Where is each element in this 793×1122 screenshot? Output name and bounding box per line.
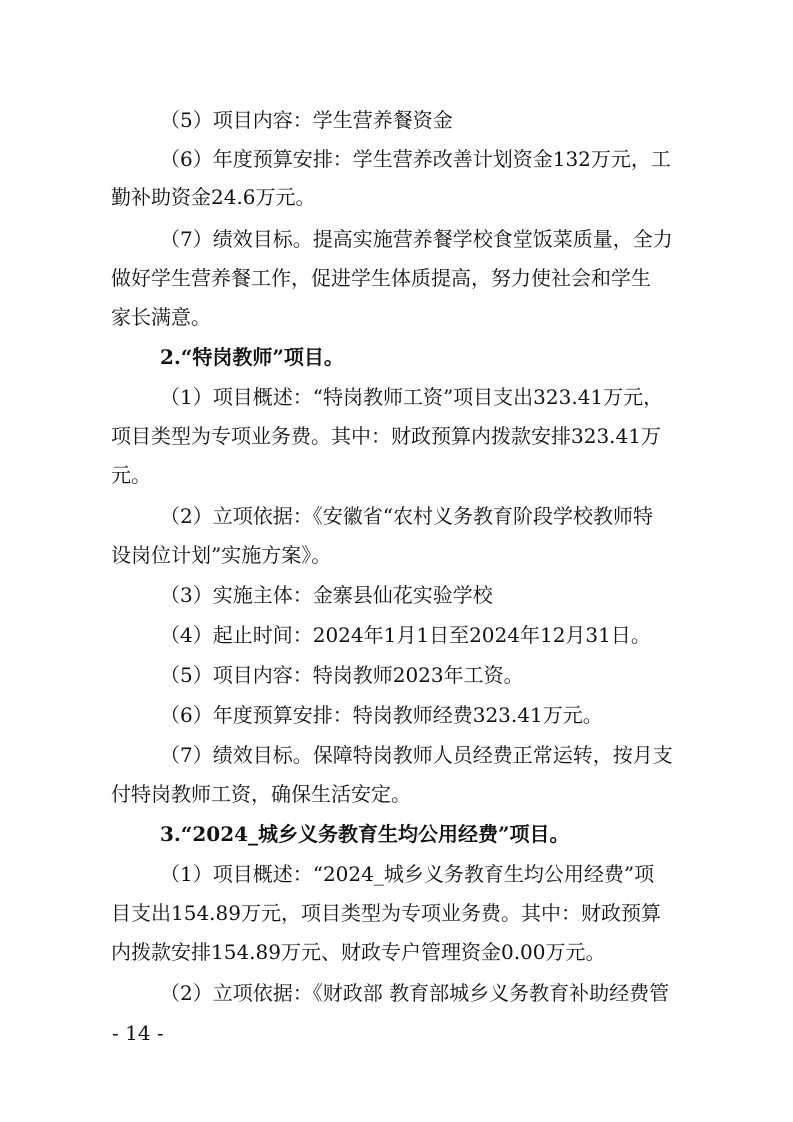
paragraph-line: （4）起止时间：2024年1月1日至2024年12月31日。: [160, 623, 651, 647]
paragraph-line: （5）项目内容：特岗教师2023年工资。: [160, 663, 524, 687]
paragraph-line: 项目类型为专项业务费。其中：财政预算内拨款安排323.41万: [111, 424, 661, 448]
paragraph-line: 内拨款安排154.89万元、财政专户管理资金0.00万元。: [111, 940, 606, 964]
paragraph-line: （6）年度预算安排：学生营养改善计划资金132万元，工: [160, 147, 671, 171]
paragraph-line: （6）年度预算安排：特岗教师经费323.41万元。: [160, 703, 603, 727]
paragraph-line: 家长满意。: [111, 305, 211, 329]
paragraph-line: （7）绩效目标。提高实施营养餐学校食堂饭菜质量，全力: [160, 227, 673, 251]
section-heading: 2.“特岗教师”项目。: [160, 345, 344, 369]
paragraph-line: 付特岗教师工资，确保生活安定。: [111, 782, 411, 806]
paragraph-line: 设岗位计划”实施方案》。: [111, 543, 332, 567]
paragraph-line: （5）项目内容：学生营养餐资金: [160, 108, 453, 132]
paragraph-line: 元。: [111, 463, 151, 487]
paragraph-line: （2）立项依据：《财政部 教育部城乡义务教育补助经费管: [160, 981, 670, 1005]
paragraph-line: （2）立项依据：《安徽省“农村义务教育阶段学校教师特: [160, 504, 653, 528]
paragraph-line: （3）实施主体：金寨县仙花实验学校: [160, 583, 493, 607]
page-number: - 14 -: [112, 1021, 164, 1045]
paragraph-line: （7）绩效目标。保障特岗教师人员经费正常运转，按月支: [160, 743, 673, 767]
paragraph-line: （1）项目概述：“2024_城乡义务教育生均公用经费”项: [160, 862, 655, 886]
paragraph-line: 做好学生营养餐工作，促进学生体质提高，努力使社会和学生: [111, 266, 651, 290]
paragraph-line: （1）项目概述：“特岗教师工资”项目支出323.41万元，: [160, 385, 664, 409]
section-heading: 3.“2024_城乡义务教育生均公用经费”项目。: [160, 822, 570, 846]
paragraph-line: 目支出154.89万元，项目类型为专项业务费。其中：财政预算: [111, 901, 661, 925]
paragraph-line: 勤补助资金24.6万元。: [111, 185, 316, 209]
